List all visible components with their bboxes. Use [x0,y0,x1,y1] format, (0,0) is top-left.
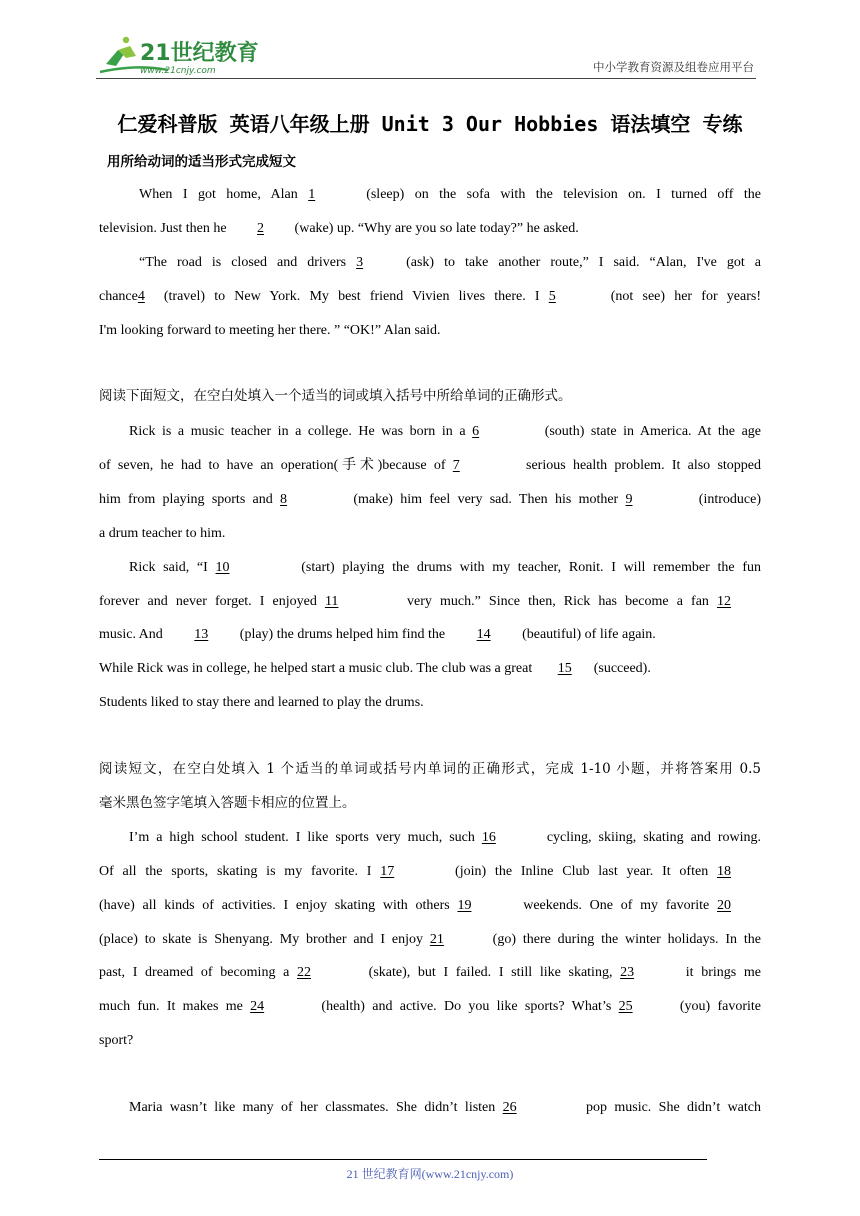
section3-instruction-line1: 阅读短文，在空白处填入 1 个适当的单词或括号内单词的正确形式，完成 1-10 小题，并将答案用 0.5 [99,761,761,777]
section1-line [99,253,761,273]
passage-text: (you) favorite [672,999,762,1014]
passage-text: Students liked to stay there and learned to play the drums. [99,695,424,710]
answer-blank[interactable]: 3 [356,255,364,270]
page-header [96,32,756,79]
answer-blank[interactable]: 1 [308,187,316,202]
passage-text: Maria wasn’t like many of her classmates. She didn’t listen [129,1100,503,1115]
passage-text: of seven, he had to have an operation(手术)because of [99,458,453,473]
21cnjy-logo [96,34,266,76]
passage-text: sport? [99,1033,134,1048]
passage-text: (skate), but I failed. I still like skating, [361,965,621,980]
section2-instruction: 阅读下面短文，在空白处填入一个适当的词或填入括号中所给单词的正确形式。 [99,388,572,404]
answer-blank[interactable]: 26 [502,1100,517,1115]
logo-url: www.21cnjy.com [140,66,216,76]
section4-line [99,1098,761,1118]
passage-text: (play) the drums helped him find the [236,627,449,642]
section2-line [99,456,761,476]
answer-blank[interactable]: 2 [257,221,265,236]
passage-text: (sleep) on the sofa with the television on. I turned off the [366,187,761,202]
section3-line [99,828,761,848]
passage-text: much fun. It makes me [99,999,251,1014]
answer-blank[interactable]: 7 [452,458,460,473]
passage-text: (travel) to New York. My best friend Vivien lives there. I [163,289,549,304]
passage-text: I'm looking forward to meeting her there. ” “OK!” Alan said. [99,323,441,338]
answer-blank[interactable]: 5 [548,289,556,304]
passage-text: it brings me [678,965,761,980]
answer-blank[interactable]: 9 [625,492,633,507]
answer-blank[interactable]: 17 [380,864,395,879]
passage-text: past, I dreamed of becoming a [99,965,297,980]
passage-text: (wake) up. “Why are you so late today?” he asked. [294,221,579,236]
passage-text: Rick said, “I [129,560,216,575]
passage-text: (ask) to take another route,” I said. “Alan, I've got a [406,255,761,270]
section2-line [99,490,761,510]
section1-line [99,321,761,341]
section2-line [99,422,761,442]
answer-blank[interactable]: 20 [717,898,731,913]
section3-line [99,963,761,983]
answer-blank[interactable]: 15 [557,661,572,676]
section2-line [99,693,761,713]
passage-text: him from playing sports and [99,492,281,507]
answer-blank[interactable]: 25 [618,999,633,1014]
passage-text: (beautiful) of life again. [518,627,656,642]
passage-text: television. Just then he [99,221,227,236]
passage-text: cycling, skiing, skating and rowing. [539,830,761,845]
passage-text: (start) playing the drums with my teacher, Ronit. I will remember the fun [293,560,761,575]
passage-text: I’m a high school student. I like sports very much, such [129,830,482,845]
passage-text: a drum teacher to him. [99,526,226,541]
answer-blank[interactable]: 23 [620,965,635,980]
page-title: 仁爱科普版 英语八年级上册 Unit 3 Our Hobbies 语法填空 专练 [117,112,743,136]
section3-line [99,997,761,1017]
passage-text: (south) state in America. At the age [538,424,761,439]
passage-text: serious health problem. It also stopped [518,458,761,473]
answer-blank[interactable]: 24 [250,999,265,1014]
section3-line [99,896,761,916]
passage-text: (have) all kinds of activities. I enjoy skating with others [99,898,458,913]
answer-blank[interactable]: 13 [194,627,209,642]
passage-text: (go) there during the winter holidays. In the [485,932,762,947]
answer-blank[interactable]: 8 [280,492,288,507]
passage-text: forever and never forget. I enjoyed [99,594,325,609]
section3-instruction-line2: 毫米黑色签字笔填入答题卡相应的位置上。 [99,795,356,811]
passage-text: weekends. One of my favorite [515,898,717,913]
passage-text: (health) and active. Do you like sports? What’s [314,999,619,1014]
section1-line [99,219,761,239]
passage-text: When I got home, Alan [139,187,309,202]
section1-line [99,185,761,205]
section2-line [99,659,761,679]
answer-blank[interactable]: 14 [476,627,491,642]
passage-text: While Rick was in college, he helped start a music club. The club was a great [99,661,536,676]
answer-blank[interactable]: 16 [481,830,496,845]
section1-line [99,287,761,307]
logo-text: 21世纪教育 [140,41,259,66]
passage-text: (succeed). [593,661,651,676]
passage-text: “The road is closed and drivers [139,255,357,270]
answer-blank[interactable]: 4 [137,289,145,304]
footer-text: 21 世纪教育网(www.21cnjy.com) [346,1167,514,1181]
passage-text: (place) to skate is Shenyang. My brother and I enjoy [99,932,430,947]
passage-text: Rick is a music teacher in a college. He was born in a [129,424,473,439]
passage-text: very much.” Since then, Rick has become a fan [398,594,717,609]
section3-line [99,1031,761,1051]
passage-text: pop music. She didn’t watch [578,1100,762,1115]
answer-blank[interactable]: 6 [472,424,480,439]
passage-text: music. And [99,627,167,642]
answer-blank[interactable]: 21 [429,932,444,947]
section2-line [99,592,761,612]
answer-blank[interactable]: 12 [717,594,731,609]
section3-line [99,862,761,882]
answer-blank[interactable]: 22 [297,965,311,980]
footer-rule [99,1159,707,1160]
section1-instruction: 用所给动词的适当形式完成短文 [107,154,296,170]
passage-text: chance [99,289,138,304]
answer-blank[interactable]: 11 [324,594,339,609]
passage-text: (not see) her for years! [610,289,761,304]
passage-text: (join) the Inline Club last year. It often [446,864,717,879]
section2-line [99,625,761,645]
answer-blank[interactable]: 18 [717,864,731,879]
passage-text: (make) him feel very sad. Then his mother [346,492,626,507]
answer-blank[interactable]: 19 [457,898,472,913]
header-tagline: 中小学教育资源及组卷应用平台 [593,60,754,74]
answer-blank[interactable]: 10 [215,560,230,575]
section3-line [99,930,761,950]
section2-line [99,524,761,544]
passage-text: (introduce) [691,492,761,507]
section2-line [99,558,761,578]
passage-text: Of all the sports, skating is my favorite. I [99,864,381,879]
